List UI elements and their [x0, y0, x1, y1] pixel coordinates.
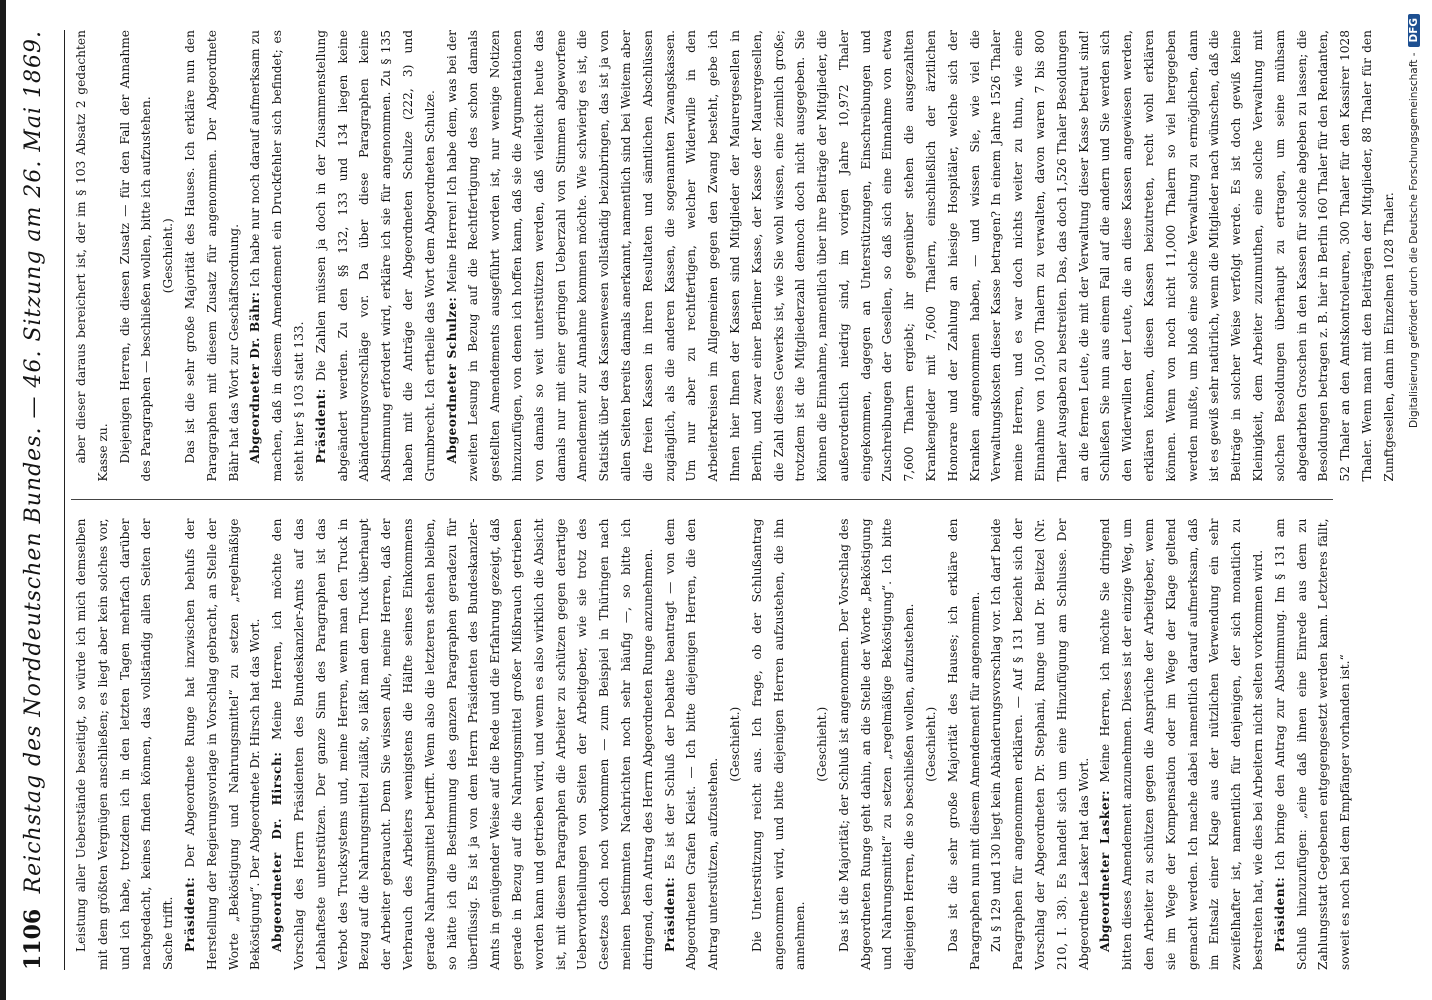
paragraph — [245, 30, 310, 482]
stage-direction — [812, 519, 834, 971]
paragraph-text: Ich bringe den Antrag zur Abstimmung. Im § 131 am Schluß hinzuzufügen: „eine daß ihnen eine Einrede aus dem zu Zahlungsstatt Gegebenen entgegengesetzt werden kann. Letzteres fällt, soweit es noch bei dem Empfänger vorhanden ist.“ — [1272, 518, 1353, 970]
digitization-note — [1402, 0, 1430, 1000]
speaker-name: Präsident: — [182, 876, 197, 952]
speaker-name: Präsident: — [1272, 876, 1287, 952]
paragraph — [442, 30, 1401, 482]
paragraph-text: (Geschieht.) — [727, 706, 742, 782]
text-column-left — [71, 518, 1353, 971]
digitization-note-text — [1408, 0, 1420, 1000]
paragraph-text: aber dieser daraus bereichert ist, der im § 103 Absatz 2 gedachten Kasse zu. — [74, 30, 110, 482]
paragraph — [660, 519, 725, 971]
paragraph — [943, 519, 987, 971]
paragraph-text: Leistung aller Ueberstände beseitigt, so würde ich mich demselben mit dem größten Vergnügen anschließen; es liegt aber kein solches vor, und ich habe, trotzdem ich in den letzten Tagen mehrfach darüber nachgedacht, keines finden können, das vollständig allen Seiten der Sache trifft. — [74, 518, 176, 970]
paragraph — [1095, 519, 1269, 971]
speaker-name: Abgeordneter Lasker: — [1098, 789, 1113, 952]
paragraph-text: Das ist die sehr große Majorität des Hauses. Ich erkläre nun den Paragraphen mit diesem Zusatz für angenommen. Der Abgeordnete Bähr hat das Wort zur Geschäftsordnung. — [182, 30, 241, 482]
stage-direction — [921, 519, 943, 971]
paragraph — [71, 30, 115, 482]
stage-direction — [725, 519, 747, 971]
paragraph — [1270, 519, 1357, 971]
speaker-name: Präsident: — [313, 388, 328, 464]
paragraph-text: Zu § 129 und 130 liegt kein Abänderungsvorschlag vor. Ich darf beide Paragraphen für angenommen erklären. — Auf § 131 bezieht sich der Vorschlag der Abgeordneten Dr. Stephani, Runge und Dr. Beitzel (Nr. 210, I. 38). Es handelt sich um eine Hinzufügung am Schlusse. Der Abgeordnete Lasker hat das Wort. — [989, 518, 1091, 970]
paragraph — [115, 30, 159, 482]
dfg-logo: DFG — [1408, 14, 1420, 47]
paragraph-text: Die Unterstützung reicht aus. Ich frage, ob der Schlußantrag angenommen wird, und bitte diejenigen Herren aufzustehen, die ihn annehmen. — [749, 518, 808, 970]
paragraph-text: Das ist die sehr große Majorität des Hauses; ich erkläre den Paragraphen nun mit diesem Amendement für angenommen. — [945, 518, 982, 970]
paragraph — [986, 519, 1095, 971]
paragraph-text: Meine Herren, ich möchte den Vorschlag des Herrn Präsidenten des Bundeskanzler-Amts auf das Lebhafteste unterstützen. Der ganze Sinn des Paragraphen ist das Verbot des Trucksystems und, meine Herren, wenn man den Truck in Bezug auf die Nahrungsmittel zuläßt, so läßt man dem Truck überhaupt der Arbeiter gebraucht. Denn Sie wissen Alle, meine Herren, daß der Verbrauch des Arbeiters wenigstens die Hälfte seines Einkommens gerade Nahrungsmittel betrifft. Wenn also die letzteren stehen bleiben, so hätte ich die Bestimmung des ganzen Paragraphen geradezu für überflüssig. Es ist ja von dem Herrn Präsidenten des Bundeskanzler-Amts in genügender Weise auf die Rede und die Erfahrung gezeigt, daß gerade in Bezug auf die Nahrungsmittel großer Mißbrauch getrieben worden kann und getrieben wird, und wenn es also wirklich die Absicht ist, mit diesem Paragraphen die Arbeiter zu schützen gegen derartige Uebervortheilungen von Seiten der Arbeitgeber, wie sie trotz des Gesetzes doch noch vorkommen — zum Beispiel in Thüringen nach meinen bestimmten Nachrichten noch sehr häufig —, so bitte ich dringend, den Antrag des Herrn Abgeordneten Runge anzunehmen. — [270, 518, 655, 970]
paragraph — [71, 519, 180, 971]
paragraph-text: Der Abgeordnete Runge hat inzwischen behufs der Herstellung der Regierungsvorlage in Vorschlag gebracht, an Stelle der Worte „Beköstigung und Nahrungsmittel“ zu setzen „regelmäßige Beköstigung“. Der Abgeordnete Dr. Hirsch hat das Wort. — [182, 518, 263, 970]
paragraph — [834, 519, 921, 971]
speaker-name: Abgeordneter Dr. Bähr: — [248, 291, 263, 464]
paragraph — [747, 519, 812, 971]
paragraph — [267, 519, 659, 971]
page-number: 1106 — [20, 908, 46, 970]
stage-direction — [158, 30, 180, 482]
paragraph-text: Es ist der Schluß der Debatte beantragt — von dem Abgeordneten Grafen Kleist. — Ich bitte diejenigen Herren, die den Antrag unterstützen, aufzustehen. — [662, 518, 721, 970]
paragraph-text: Meine Herren, ich möchte Sie dringend bitten dieses Amendement anzunehmen. Dieses ist der einzige Weg, um den Arbeiter zu schützen gegen die Ansprüche der Arbeitgeber, wenn sie im Wege der Kompensation oder im Wege der Klage geltend gemacht werden. Ich mache dabei namentlich darauf aufmerksam, daß im Entsalz einer Klage aus der nützlichen Verwendung ein sehr zweifelhafter ist, namentlich für denjenigen, der sich monatlich zu bestreiten hat, wie dies bei Arbeitern nicht selten vorkommen wird. — [1098, 518, 1266, 970]
paragraph-text: (Geschieht.) — [924, 706, 939, 782]
column-divider — [71, 500, 1333, 501]
speaker-name: Präsident: — [662, 876, 677, 952]
paragraph — [180, 30, 245, 482]
paragraph-text: Diejenigen Herren, die diesen Zusatz — für den Fall der Annahme des Paragraphen — beschließen wollen, bitte ich aufzustehen. — [117, 30, 154, 482]
text-columns — [71, 20, 1396, 980]
paragraph-text: Ich habe nur noch darauf aufmerksam zu machen, daß in diesem Amendement ein Druckfehler sich befindet; es steht hier § 103 statt 133. — [248, 29, 306, 482]
paragraph-text: (Geschieht.) — [815, 706, 830, 782]
paragraph-text: Das ist die Majorität; der Schluß ist angenommen. Der Vorschlag des Abgeordneten Runge geht dahin, an die Stelle der Worte „Beköstigung und Nahrungsmittel“ zu setzen „regelmäßige Beköstigung“. Ich bitte diejenigen Herren, die so beschließen wollen, aufzustehen. — [836, 518, 917, 970]
paragraph — [180, 519, 267, 971]
paragraph-text: Meine Herren! Ich habe dem, was bei der zweiten Lesung in Bezug auf die Rechtfertigung des schon damals gestellten Amendements ausgeführt worden ist, nur wenige Notizen hinzuzufügen, von denen ich hoffen kann, daß sie die Argumentationen von damals so weit unterstützen werden, daß vielleicht heute das damals nur mit einer geringen Ueberzahl von Stimmen abgeworfene Amendement zur Annahme kommen möchte. Wie schwierig es ist, die Statistik über das Kassenwesen vollständig beizubringen, das ist ja von allen Seiten bereits damals anerkannt, namentlich sind bei Weitem aber die freien Kassen in ihren Resultaten und sämtlichen Abschlüssen zugänglich, als die anderen Kassen, die sogenannten Zwangskassen. Um nur aber zu rechtfertigen, welcher Widerwille in den Arbeiterkreisen im Allgemeinen gegen den Zwang besteht, gebe ich Ihnen hier Ihnen der Kassen sind Mitglieder der Maurergesellen in Berlin, und zwar einer Berliner Kasse, der Kasse der Maurergesellen, die Zahl dieses Gewerks ist, wie Sie wohl wissen, eine ziemlich große; trotzdem ist die Mitgliederzahl dennoch doch nicht ausgegeben. Sie können die Einnahme, namentlich über ihre Beiträge der Mitglieder, die außerordentlich niedrig sind, im vorigen Jahre 10,972 Thaler eingekommen, dagegen an Unterstützungen, Einschreibungen und Zuschreibungen der Gesellen, so daß sich eine Einnahme von etwa 7,600 Thalern ergiebt; ihr gegenüber stehen die ausgezahlten Krankengelder mit 7,600 Thalern, einschließlich der ärztlichen Honorare und der Zahlung an hiesige Hospitäler, welche sich der Kranken angenommen haben, — und wissen Sie, wie viel die Verwaltungskosten dieser Kasse betragen? In einem Jahre 1526 Thaler meine Herren, und es war doch nichts weiter zu thun, wie eine Einnahme von 10,500 Thalern zu verwalten, davon waren 7 bis 800 Thaler Ausgaben zu bestreiten. Das, das doch 1,526 Thaler Besoldungen an die fernen Leute, die mit der Verwaltung dieser Kasse betraut sind! Schließen Sie nun aus einem Fall auf die andern und Sie werden sich den Widerwillen der Leute, die an diese Kassen angewiesen werden, erklären können, diesen Kassen beizutreten, recht wohl erklären können. Wenn von noch nicht 11,000 Thalern so viel hergegeben werden mußte, um bloß eine solche Verwaltung zu ermöglichen, dann ist es gewiß sehr natürlich, wenn die Mitglieder nach wünschen, daß die Beiträge in solcher Weise verfolgt werde. Es ist doch gewiß keine Kleinigkeit, dem Arbeiter zuzumuthen, eine solche Verwaltung mit solchen Besoldungen überhaupt zu ertragen, um seine mühsam abgedarbten Groschen in den Kassen für solche abgeben zu lassen; die Besoldungen betragen z. B. hier in Berlin 160 Thaler für den Rendanten, 52 Thaler an den Amtskontroleuren, 300 Thaler für den Kassirer 1028 Thaler. Wenn man mit den Beiträgen der Mitglieder, 88 Thaler für den Zunftgesellen, dann im Einzelnen 1028 Thaler. — [444, 29, 1396, 482]
running-title: Reichstag des Norddeutschen Bundes. — 46. Sitzung am 26. Mai 1869. — [21, 30, 46, 894]
paragraph — [311, 30, 442, 482]
text-column-right — [71, 29, 1396, 482]
funding-note: Digitalisierung gefördert durch die Deutsche Forschungsgemeinschaft - — [1408, 52, 1420, 429]
speaker-name: Abgeordneter Dr. Hirsch: — [270, 751, 285, 952]
paragraph-text: Die Zahlen müssen ja doch in der Zusammenstellung abgeändert werden. Zu den §§ 132, 133 und 134 liegen keine Abänderungsvorschläge vor. Da über diese Paragraphen keine Abstimmung erfordert wird, erkläre ich sie für angenommen. Zu § 135 haben mit die Anträge der Abgeordneten Schulze (222, 3) und Grumbrecht. Ich ertheile das Wort dem Abgeordneten Schulze. — [313, 29, 437, 482]
speaker-name: Abgeordneter Schulze: — [444, 296, 459, 464]
page-header — [20, 30, 65, 970]
paragraph-text: (Geschieht.) — [161, 218, 176, 294]
